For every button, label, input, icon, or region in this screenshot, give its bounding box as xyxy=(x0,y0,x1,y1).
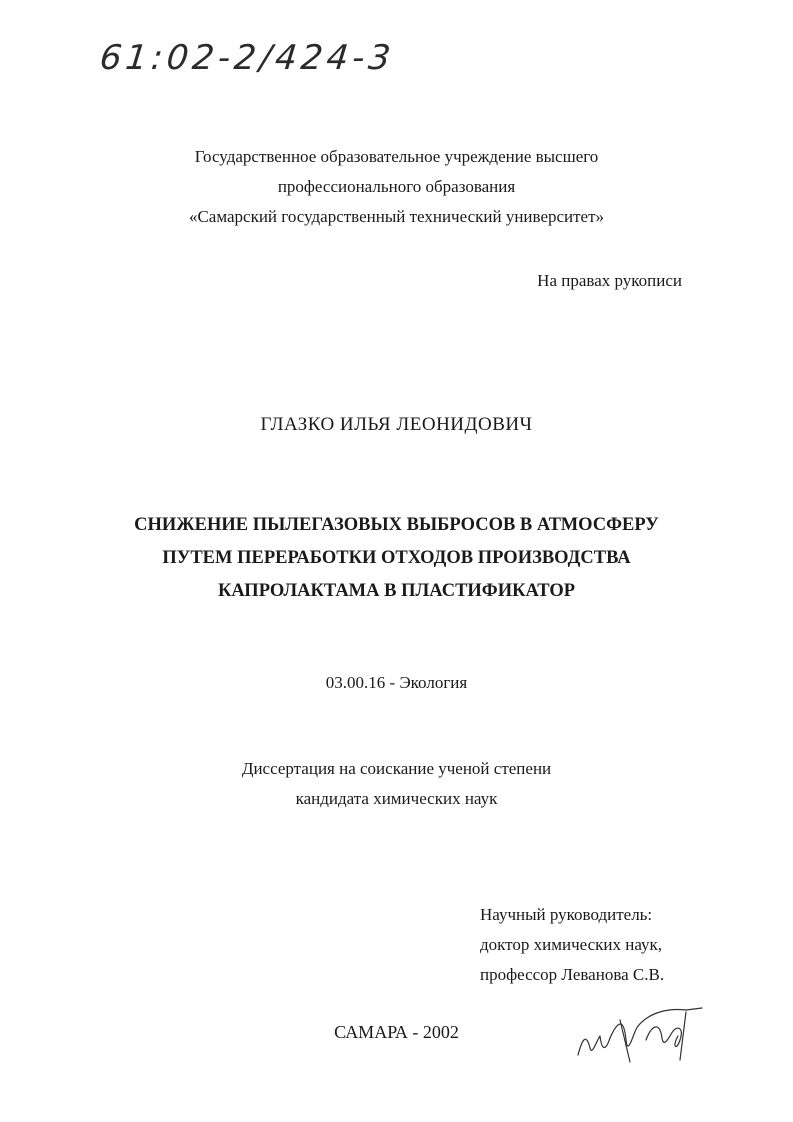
thesis-title-line: СНИЖЕНИЕ ПЫЛЕГАЗОВЫХ ВЫБРОСОВ В АТМОСФЕРУ xyxy=(134,515,659,535)
manuscript-note: На правах рукописи xyxy=(537,271,682,290)
degree-line: Диссертация на соискание ученой степени xyxy=(241,759,552,778)
institution-line: Государственное образовательное учреждение высшего xyxy=(194,147,599,166)
signature-image xyxy=(568,1000,708,1070)
degree-block xyxy=(0,754,793,814)
institution-line: «Самарский государственный технический университет» xyxy=(188,207,605,226)
supervisor-block xyxy=(480,900,664,990)
archive-code: 61:02-2/424-3 xyxy=(97,38,397,78)
supervisor-line: Научный руководитель: xyxy=(480,905,653,924)
institution-line: профессионального образования xyxy=(277,177,516,196)
institution-block xyxy=(0,142,793,232)
thesis-title-line: КАПРОЛАКТАМА В ПЛАСТИФИКАТОР xyxy=(217,581,576,601)
city-year: САМАРА - 2002 xyxy=(334,1022,459,1042)
degree-line: кандидата химических наук xyxy=(295,789,498,808)
supervisor-line: профессор Леванова С.В. xyxy=(480,965,665,984)
specialty: 03.00.16 - Экология xyxy=(325,673,468,692)
thesis-title-line: ПУТЕМ ПЕРЕРАБОТКИ ОТХОДОВ ПРОИЗВОДСТВА xyxy=(162,548,631,568)
author-name: ГЛАЗКО ИЛЬЯ ЛЕОНИДОВИЧ xyxy=(260,414,533,435)
supervisor-line: доктор химических наук, xyxy=(480,935,663,954)
thesis-title xyxy=(0,509,793,608)
